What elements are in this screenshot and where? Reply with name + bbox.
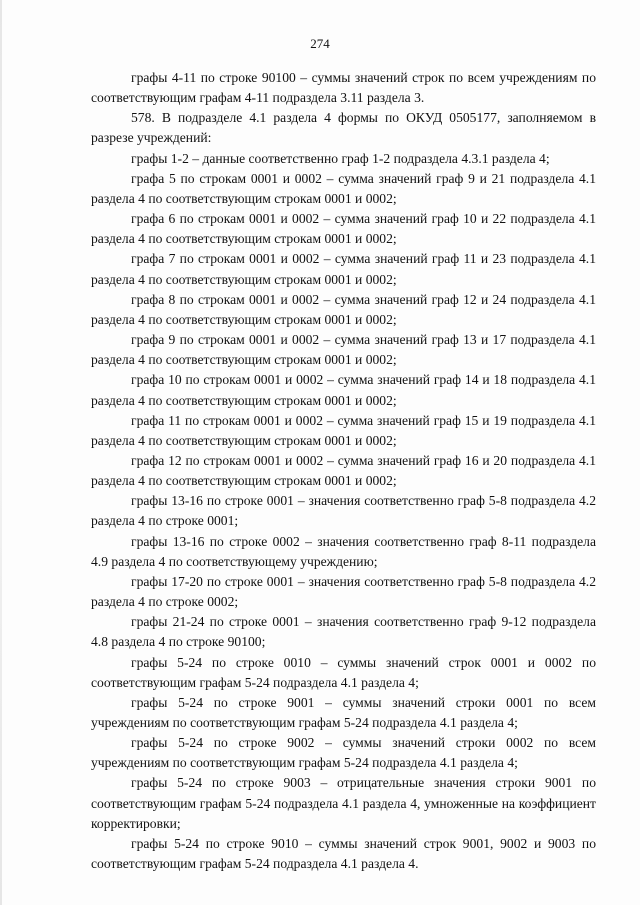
- paragraph: графа 6 по строкам 0001 и 0002 – сумма значений граф 10 и 22 подраздела 4.1 раздела 4 по соответствующим строкам 0001 и 0002;: [91, 211, 596, 247]
- paragraph: графа 12 по строкам 0001 и 0002 – сумма значений граф 16 и 20 подраздела 4.1 раздела 4 по соответствующим строкам 0001 и 0002;: [91, 452, 596, 489]
- paragraph: графы 1-2 – данные соответственно граф 1-2 подраздела 4.3.1 раздела 4;: [131, 150, 550, 166]
- paragraph: графы 5-24 по строке 9010 – суммы значений строк 9001, 9002 и 9003 по соответствующим графам 5-24 подраздела 4.1 раздела 4.: [91, 835, 596, 872]
- paragraph: графы 4-11 по строке 90100 – суммы значений строк по всем учреждениям по соответствующим графам 4-11 подраздела 3.11 раздела 3.: [91, 70, 596, 106]
- paragraph: графа 11 по строкам 0001 и 0002 – сумма значений граф 15 и 19 подраздела 4.1 раздела 4 по соответствующим строкам 0001 и 0002;: [91, 412, 596, 448]
- paragraph: графы 21-24 по строке 0001 – значения соответственно граф 9-12 подраздела 4.8 раздела 4 по строке 90100;: [91, 614, 596, 650]
- paragraph: графа 9 по строкам 0001 и 0002 – сумма значений граф 13 и 17 подраздела 4.1 раздела 4 по соответствующим строкам 0001 и 0002;: [91, 332, 596, 368]
- paragraph: графы 5-24 по строке 9003 – отрицательные значения строки 9001 по соответствующим графам 5-24 подраздела 4.1 раздела 4, умноженные на коэффициент корректировки;: [91, 775, 596, 831]
- paragraph: графы 5-24 по строке 9002 – суммы значений строки 0002 по всем учреждениям по соответствующим графам 5-24 подраздела 4.1 раздела 4;: [91, 735, 596, 771]
- paragraph: графы 17-20 по строке 0001 – значения соответственно граф 5-8 подраздела 4.2 раздела 4 по строке 0002;: [91, 573, 596, 610]
- paragraph: графы 5-24 по строке 9001 – суммы значений строки 0001 по всем учреждениям по соответствующим графам 5-24 подраздела 4.1 раздела 4;: [91, 694, 596, 730]
- paragraph: графы 5-24 по строке 0010 – суммы значений строк 0001 и 0002 по соответствующим графам 5-24 подраздела 4.1 раздела 4;: [91, 654, 596, 690]
- paragraph: графы 13-16 по строке 0001 – значения соответственно граф 5-8 подраздела 4.2 раздела 4 по строке 0001;: [91, 493, 596, 529]
- paragraph: графа 8 по строкам 0001 и 0002 – сумма значений граф 12 и 24 подраздела 4.1 раздела 4 по соответствующим строкам 0001 и 0002;: [91, 291, 596, 327]
- paragraph-item-578-heading: 578. В подразделе 4.1 раздела 4 формы по ОКУД 0505177, заполняемом в разрезе учреждений:: [91, 110, 596, 146]
- page-number: 274: [310, 36, 330, 51]
- paragraph: графы 13-16 по строке 0002 – значения соответственно граф 8-11 подраздела 4.9 раздела 4 по соответствующему учреждению;: [91, 533, 596, 569]
- paragraph: графа 5 по строкам 0001 и 0002 – сумма значений граф 9 и 21 подраздела 4.1 раздела 4 по соответствующим строкам 0001 и 0002;: [91, 170, 596, 206]
- paragraph: графа 10 по строкам 0001 и 0002 – сумма значений граф 14 и 18 подраздела 4.1 раздела 4 по соответствующим строкам 0001 и 0002;: [91, 372, 596, 408]
- document-body: [91, 68, 596, 874]
- scan-edge: [0, 0, 2, 905]
- paragraph: графа 7 по строкам 0001 и 0002 – сумма значений граф 11 и 23 подраздела 4.1 раздела 4 по соответствующим строкам 0001 и 0002;: [91, 251, 596, 287]
